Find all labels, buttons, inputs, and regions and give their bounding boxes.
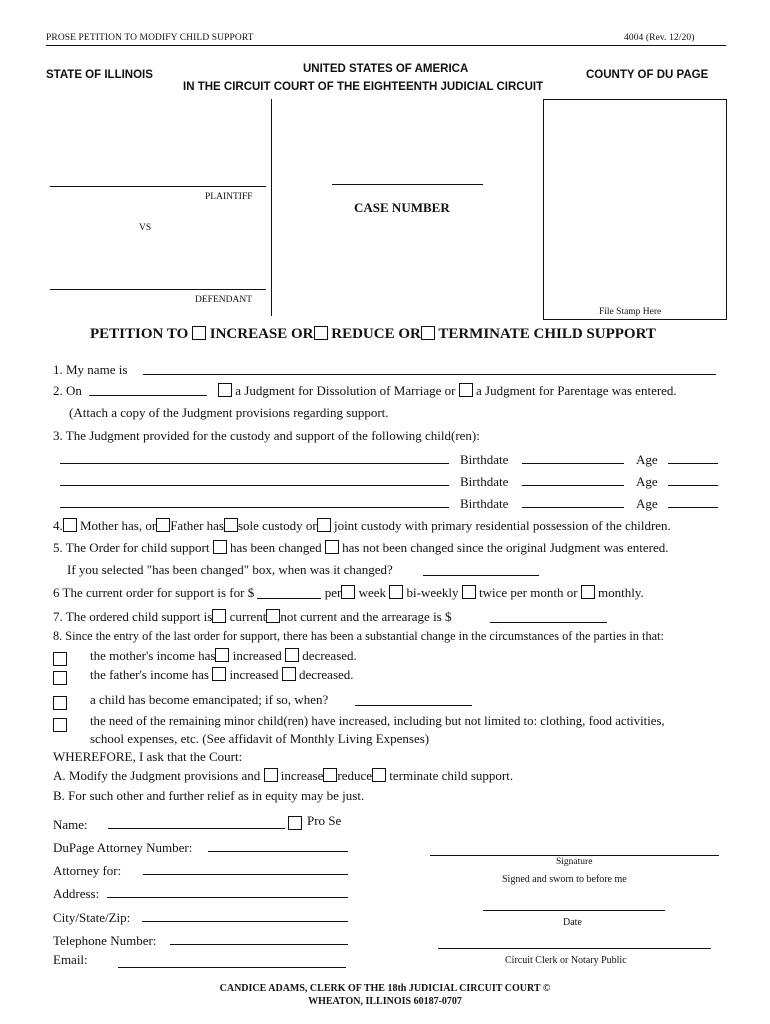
father-custody-checkbox[interactable] bbox=[156, 518, 170, 532]
child-3-birthdate-field[interactable] bbox=[522, 507, 624, 508]
changed-date-field[interactable] bbox=[423, 575, 539, 576]
mother-increased-label: increased bbox=[232, 648, 282, 663]
child-1-age-label: Age bbox=[636, 452, 658, 467]
item-1-label: 1. My name is bbox=[53, 362, 128, 377]
child-2-name-field[interactable] bbox=[60, 485, 449, 486]
dissolution-checkbox[interactable] bbox=[218, 383, 232, 397]
item-7 bbox=[53, 609, 452, 625]
request-increase-checkbox[interactable] bbox=[264, 768, 278, 782]
dissolution-label: a Judgment for Dissolution of Marriage or bbox=[235, 383, 456, 398]
request-b: B. For such other and further relief as in equity may be just. bbox=[53, 788, 365, 803]
vs-label: VS bbox=[139, 223, 152, 233]
item-4-number: 4. bbox=[53, 518, 63, 533]
request-terminate-checkbox[interactable] bbox=[372, 768, 386, 782]
file-stamp-box bbox=[543, 99, 727, 320]
name-label: Name: bbox=[53, 817, 88, 832]
not-current-label: not current and the arrearage is $ bbox=[280, 609, 452, 624]
pro-se-checkbox[interactable] bbox=[288, 816, 302, 830]
plaintiff-line[interactable] bbox=[50, 186, 266, 187]
father-income-row bbox=[90, 667, 354, 683]
form-number: 4004 (Rev. 12/20) bbox=[624, 33, 695, 43]
father-income-checkbox[interactable] bbox=[53, 671, 67, 685]
city-state-zip-label: City/State/Zip: bbox=[53, 910, 131, 925]
name-field[interactable] bbox=[143, 374, 716, 375]
petition-to: PETITION TO bbox=[90, 326, 189, 342]
item-8-label: 8. Since the entry of the last order for support, there has been a substantial change in the circumstances of the parties in that: bbox=[53, 629, 664, 643]
request-reduce-label: reduce bbox=[337, 768, 372, 783]
mother-decreased-checkbox[interactable] bbox=[285, 648, 299, 662]
father-increased-label: increased bbox=[229, 667, 279, 682]
father-decreased-checkbox[interactable] bbox=[282, 667, 296, 681]
header-divider bbox=[46, 45, 726, 46]
not-changed-label: has not been changed since the original Judgment was entered. bbox=[342, 540, 669, 555]
child-2-age-field[interactable] bbox=[668, 485, 718, 486]
signer-name-field[interactable] bbox=[108, 828, 285, 829]
joint-custody-checkbox[interactable] bbox=[317, 518, 331, 532]
child-3-age-field[interactable] bbox=[668, 507, 718, 508]
mother-income-row bbox=[90, 648, 357, 664]
attorney-for-field[interactable] bbox=[143, 874, 348, 875]
need-increased-line-1: the need of the remaining minor child(ren) have increased, including but not limited to: clothing, food activities, bbox=[90, 714, 665, 728]
week-checkbox[interactable] bbox=[341, 585, 355, 599]
per-label: per bbox=[324, 585, 342, 600]
child-1-birthdate-label: Birthdate bbox=[460, 452, 509, 467]
attorney-for-label: Attorney for: bbox=[53, 863, 122, 878]
week-label: week bbox=[358, 585, 386, 600]
state-label: STATE OF ILLINOIS bbox=[46, 69, 153, 81]
biweekly-label: bi-weekly bbox=[406, 585, 459, 600]
clerk-label: Circuit Clerk or Notary Public bbox=[505, 955, 627, 966]
mother-income-checkbox[interactable] bbox=[53, 652, 67, 666]
item-5-label: 5. The Order for child support bbox=[53, 540, 210, 555]
defendant-label: DEFENDANT bbox=[195, 295, 252, 305]
request-a-label: A. Modify the Judgment provisions and bbox=[53, 768, 261, 783]
file-stamp-label: File Stamp Here bbox=[599, 307, 662, 317]
city-state-zip-field[interactable] bbox=[142, 921, 348, 922]
monthly-checkbox[interactable] bbox=[581, 585, 595, 599]
current-label: current bbox=[229, 609, 267, 624]
father-decreased-label: decreased. bbox=[299, 667, 354, 682]
current-checkbox[interactable] bbox=[212, 609, 226, 623]
mother-custody-label: Mother has, or bbox=[80, 518, 157, 533]
country-label: UNITED STATES OF AMERICA bbox=[303, 63, 469, 75]
petition-title bbox=[90, 326, 656, 343]
footer-line-2: WHEATON, ILLINOIS 60187-0707 bbox=[308, 996, 462, 1007]
item-6-label: 6 The current order for support is for $ bbox=[53, 585, 255, 600]
child-1-birthdate-field[interactable] bbox=[522, 463, 624, 464]
monthly-label: monthly. bbox=[598, 585, 644, 600]
item-2-attach: (Attach a copy of the Judgment provisions regarding support. bbox=[69, 405, 389, 420]
twice-monthly-label: twice per month or bbox=[478, 585, 578, 600]
wherefore-label: WHEREFORE, I ask that the Court: bbox=[53, 749, 243, 764]
increase-label: INCREASE OR bbox=[209, 326, 314, 342]
emancipated-label: a child has become emancipated; if so, when? bbox=[90, 692, 329, 707]
mother-custody-checkbox[interactable] bbox=[63, 518, 77, 532]
defendant-line[interactable] bbox=[50, 289, 266, 290]
date-label: Date bbox=[563, 917, 582, 928]
date-field[interactable] bbox=[483, 910, 665, 911]
footer-line-1: CANDICE ADAMS, CLERK OF THE 18th JUDICIAL CIRCUIT COURT © bbox=[219, 983, 551, 994]
item-4 bbox=[53, 518, 671, 534]
need-increased-checkbox[interactable] bbox=[53, 718, 67, 732]
changed-checkbox[interactable] bbox=[213, 540, 227, 554]
biweekly-checkbox[interactable] bbox=[389, 585, 403, 599]
form-title: PROSE PETITION TO MODIFY CHILD SUPPORT bbox=[46, 33, 254, 43]
attorney-number-field[interactable] bbox=[208, 851, 348, 852]
emancipated-checkbox[interactable] bbox=[53, 696, 67, 710]
item-5-if: If you selected "has been changed" box, when was it changed? bbox=[67, 562, 393, 577]
emancipated-date-field[interactable] bbox=[355, 705, 472, 706]
attorney-number-label: DuPage Attorney Number: bbox=[53, 840, 193, 855]
father-increased-checkbox[interactable] bbox=[212, 667, 226, 681]
sole-custody-checkbox[interactable] bbox=[224, 518, 238, 532]
caption-right-border bbox=[271, 99, 272, 316]
parentage-label: a Judgment for Parentage was entered. bbox=[475, 383, 677, 398]
email-field[interactable] bbox=[118, 967, 346, 968]
email-label: Email: bbox=[53, 952, 88, 967]
need-increased-line-2: school expenses, etc. (See affidavit of Monthly Living Expenses) bbox=[90, 731, 430, 746]
not-current-checkbox[interactable] bbox=[266, 609, 280, 623]
child-3-name-field[interactable] bbox=[60, 507, 449, 508]
telephone-label: Telephone Number: bbox=[53, 933, 157, 948]
county-label: COUNTY OF DU PAGE bbox=[586, 69, 709, 81]
telephone-field[interactable] bbox=[170, 944, 348, 945]
twice-monthly-checkbox[interactable] bbox=[462, 585, 476, 599]
mother-increased-checkbox[interactable] bbox=[215, 648, 229, 662]
request-increase-label: increase bbox=[280, 768, 324, 783]
child-3-age-label: Age bbox=[636, 496, 658, 511]
increase-checkbox[interactable] bbox=[192, 326, 206, 340]
child-1-age-field[interactable] bbox=[668, 463, 718, 464]
child-1-name-field[interactable] bbox=[60, 463, 449, 464]
item-3-label: 3. The Judgment provided for the custody and support of the following child(ren): bbox=[53, 428, 480, 443]
mother-income-label: the mother's income has bbox=[90, 648, 216, 663]
pro-se-label: Pro Se bbox=[307, 813, 342, 828]
case-number-label: CASE NUMBER bbox=[354, 200, 450, 215]
child-2-birthdate-label: Birthdate bbox=[460, 474, 509, 489]
child-3-birthdate-label: Birthdate bbox=[460, 496, 509, 511]
court-label: IN THE CIRCUIT COURT OF THE EIGHTEENTH JUDICIAL CIRCUIT bbox=[183, 81, 544, 93]
terminate-checkbox[interactable] bbox=[421, 326, 435, 340]
arrearage-field[interactable] bbox=[490, 622, 607, 623]
item-5 bbox=[53, 540, 668, 556]
request-a bbox=[53, 768, 513, 784]
signature-field[interactable] bbox=[430, 855, 719, 856]
mother-decreased-label: decreased. bbox=[302, 648, 357, 663]
request-reduce-checkbox[interactable] bbox=[323, 768, 337, 782]
address-field[interactable] bbox=[107, 897, 348, 898]
terminate-label: TERMINATE CHILD SUPPORT bbox=[438, 326, 656, 342]
item-2-on: 2. On bbox=[53, 383, 82, 398]
reduce-label: REDUCE OR bbox=[331, 326, 421, 342]
joint-custody-label: joint custody with primary residential possession of the children. bbox=[333, 518, 671, 533]
case-number-line[interactable] bbox=[332, 184, 483, 185]
changed-label: has been changed bbox=[229, 540, 322, 555]
child-2-age-label: Age bbox=[636, 474, 658, 489]
item-6 bbox=[53, 585, 644, 601]
support-amount-field[interactable] bbox=[257, 586, 321, 599]
sole-custody-label: sole custody or bbox=[237, 518, 317, 533]
address-label: Address: bbox=[53, 886, 100, 901]
clerk-field[interactable] bbox=[438, 948, 711, 949]
not-changed-checkbox[interactable] bbox=[325, 540, 339, 554]
parentage-checkbox[interactable] bbox=[459, 383, 473, 397]
father-custody-label: Father has bbox=[170, 518, 224, 533]
reduce-checkbox[interactable] bbox=[314, 326, 328, 340]
child-2-birthdate-field[interactable] bbox=[522, 485, 624, 486]
item-7-label: 7. The ordered child support is bbox=[53, 609, 213, 624]
judgment-date-field[interactable] bbox=[89, 395, 207, 396]
item-2-options bbox=[218, 383, 677, 399]
signature-label: Signature bbox=[556, 857, 593, 867]
father-income-label: the father's income has bbox=[90, 667, 209, 682]
sworn-label: Signed and sworn to before me bbox=[502, 874, 627, 885]
plaintiff-label: PLAINTIFF bbox=[205, 192, 253, 202]
request-terminate-label: terminate child support. bbox=[389, 768, 514, 783]
